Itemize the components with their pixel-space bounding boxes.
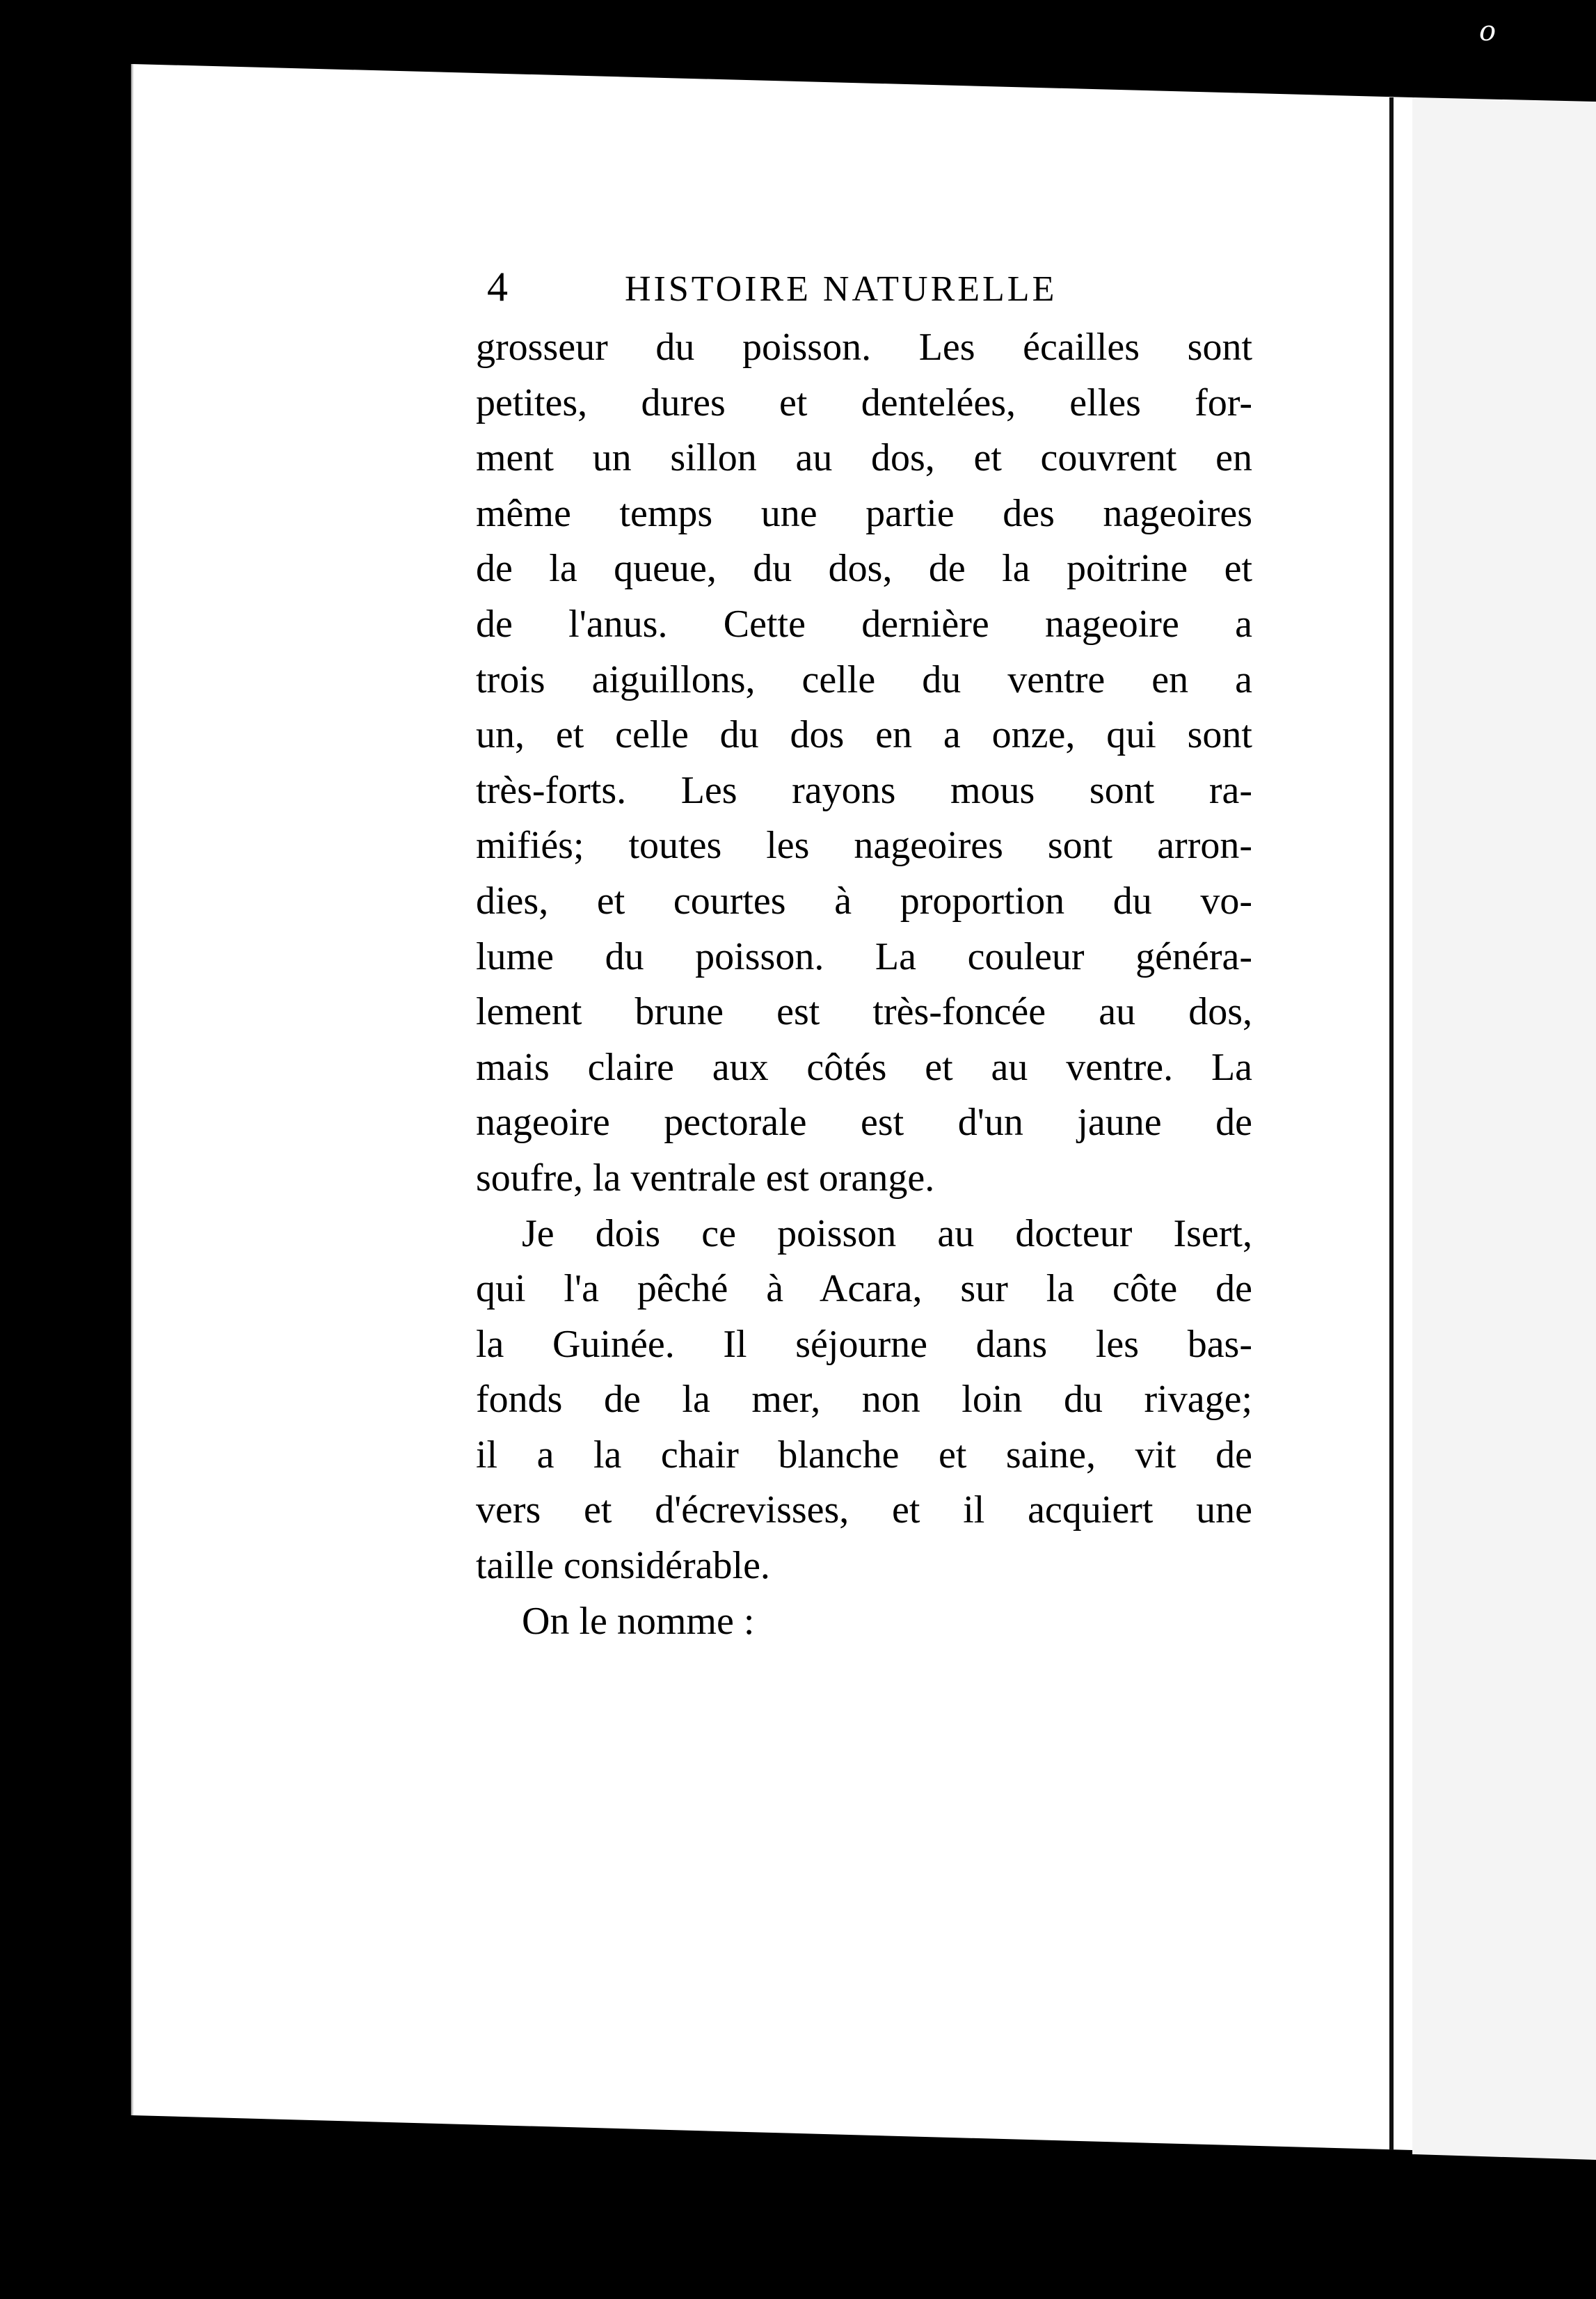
text-line: Je dois ce poisson au docteur Isert, [522, 1211, 1252, 1255]
text-line: dies, et courtes à proportion du vo- [476, 879, 1252, 923]
text-line: même temps une partie des nageoires [476, 491, 1252, 535]
text-line: soufre, la ventrale est orange. [476, 1156, 935, 1200]
page-number: 4 [487, 264, 508, 310]
text-line: lume du poisson. La couleur généra- [476, 934, 1252, 978]
text-line: trois aiguillons, celle du ventre en a [476, 658, 1252, 701]
text-line: On le nomme : [522, 1599, 755, 1643]
text-line: nageoire pectorale est d'un jaune de [476, 1101, 1252, 1145]
text-line: taille considérable. [476, 1544, 770, 1588]
running-title: HISTOIRE NATURELLE [625, 269, 1058, 309]
text-line: fonds de la mer, non loin du rivage; [476, 1378, 1252, 1422]
text-line: vers et d'écrevisses, et il acquiert une [476, 1488, 1252, 1532]
page-header [487, 263, 1197, 326]
text-line: ment un sillon au dos, et couvrent en [476, 436, 1252, 480]
text-line: la Guinée. Il séjourne dans les bas- [476, 1322, 1252, 1366]
text-line: mifiés; toutes les nageoires sont arron- [476, 824, 1252, 868]
corner-mark: o [1479, 15, 1497, 47]
text-line: qui l'a pêché à Acara, sur la côte de [476, 1267, 1252, 1311]
text-line: mais claire aux côtés et au ventre. La [476, 1045, 1252, 1089]
body-text [476, 320, 1252, 1649]
text-line: grosseur du poisson. Les écailles sont [476, 326, 1252, 369]
text-line: petites, dures et dentelées, elles for- [476, 381, 1252, 424]
text-line: très-forts. Les rayons mous sont ra- [476, 768, 1252, 812]
text-line: de l'anus. Cette dernière nageoire a [476, 602, 1252, 646]
text-line: lement brune est très-foncée au dos, [476, 990, 1252, 1034]
text-line: il a la chair blanche et saine, vit de [476, 1433, 1252, 1477]
text-line: un, et celle du dos en a onze, qui sont [476, 713, 1252, 757]
text-line: de la queue, du dos, de la poitrine et [476, 547, 1252, 591]
